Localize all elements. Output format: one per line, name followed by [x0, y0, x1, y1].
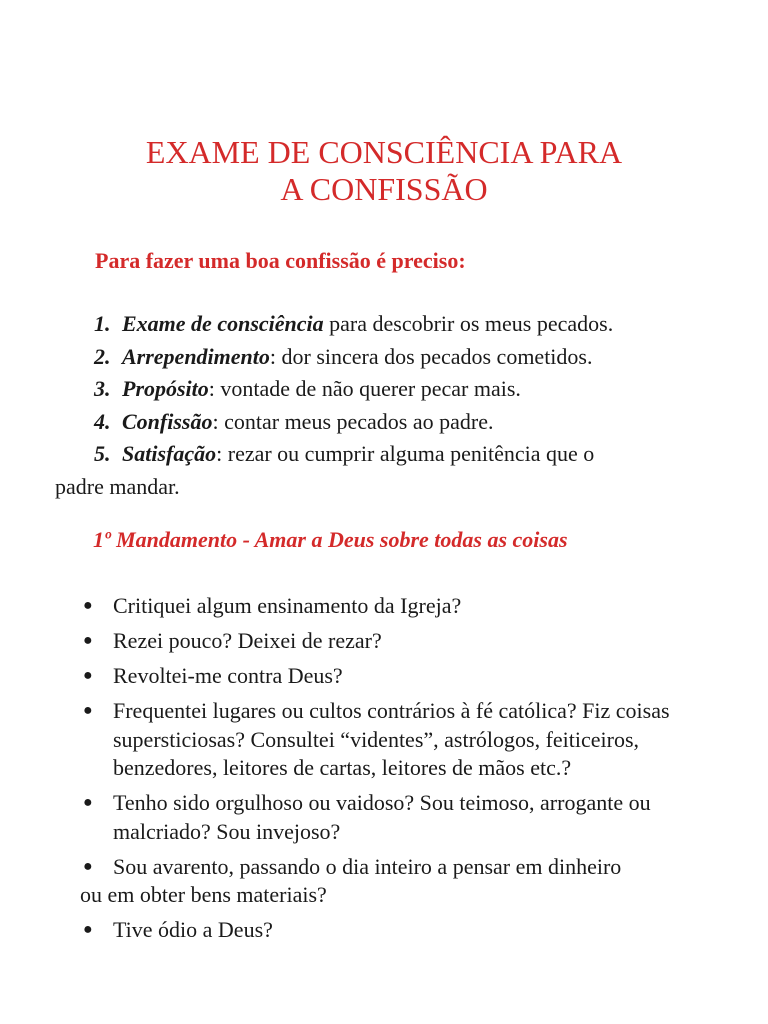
step-term: Arrependimento	[122, 343, 270, 369]
step-number: 3.	[94, 376, 111, 401]
step-term: Confissão	[122, 408, 213, 434]
question-item	[0, 627, 768, 656]
step-item	[0, 308, 768, 341]
question-item	[0, 697, 768, 783]
bullet-icon: ●	[83, 702, 93, 719]
bullet-icon: ●	[83, 857, 93, 875]
question-item	[0, 916, 768, 945]
question-text: Tive ódio a Deus?	[113, 917, 273, 942]
question-text-line2: ou em obter bens materiais?	[80, 882, 327, 907]
step-text: : dor sincera dos pecados cometidos.	[269, 343, 593, 369]
step-term: Satisfação	[122, 441, 217, 466]
step-item	[0, 373, 768, 406]
question-item	[0, 853, 768, 910]
questions-list	[0, 592, 768, 951]
step-item	[0, 438, 768, 503]
step-continuation: padre mandar.	[55, 473, 180, 499]
question-text: Tenho sido orgulhoso ou vaidoso? Sou teimoso, arrogante ou malcriado? Sou invejoso?	[113, 790, 651, 844]
bullet-icon: ●	[83, 597, 93, 614]
step-text: : rezar ou cumprir alguma penitência que o	[216, 441, 595, 466]
question-text: Critiquei algum ensinamento da Igreja?	[113, 593, 462, 618]
step-item	[0, 406, 768, 439]
step-text: : vontade de não querer pecar mais.	[208, 376, 521, 401]
bullet-icon: ●	[83, 667, 93, 684]
step-number: 1.	[94, 311, 111, 336]
title-line-2: A CONFISSÃO	[280, 171, 488, 207]
question-text: Frequentei lugares ou cultos contrários à fé católica? Fiz coisas supersticiosas? Consultei “videntes”, astrólogos, feiticeiros, benzedores, leitores de cartas, leitores de mãos etc.?	[113, 698, 670, 780]
question-item	[0, 662, 768, 691]
step-text: para descobrir os meus pecados.	[323, 311, 614, 336]
bullet-icon: ●	[83, 794, 93, 811]
step-number: 5.	[94, 441, 111, 466]
subheading: Para fazer uma boa confissão é preciso:	[95, 248, 466, 273]
commandment-heading: 1º Mandamento - Amar a Deus sobre todas as coisas	[93, 527, 568, 552]
step-item	[0, 341, 768, 374]
steps-list	[0, 308, 768, 503]
question-text-line1: Sou avarento, passando o dia inteiro a pensar em dinheiro	[113, 853, 622, 879]
page-title	[0, 134, 768, 208]
question-text: Revoltei-me contra Deus?	[113, 663, 343, 688]
question-text: Rezei pouco? Deixei de rezar?	[113, 628, 382, 653]
step-number: 2.	[94, 343, 111, 369]
question-item	[0, 789, 768, 846]
bullet-icon: ●	[83, 632, 93, 649]
step-term: Propósito	[122, 376, 209, 401]
step-term: Exame de consciência	[122, 311, 324, 336]
question-item	[0, 592, 768, 621]
step-text: : contar meus pecados ao padre.	[212, 408, 494, 434]
bullet-icon: ●	[83, 921, 93, 938]
step-number: 4.	[94, 408, 111, 434]
title-line-1: EXAME DE CONSCIÊNCIA PARA	[145, 134, 623, 170]
